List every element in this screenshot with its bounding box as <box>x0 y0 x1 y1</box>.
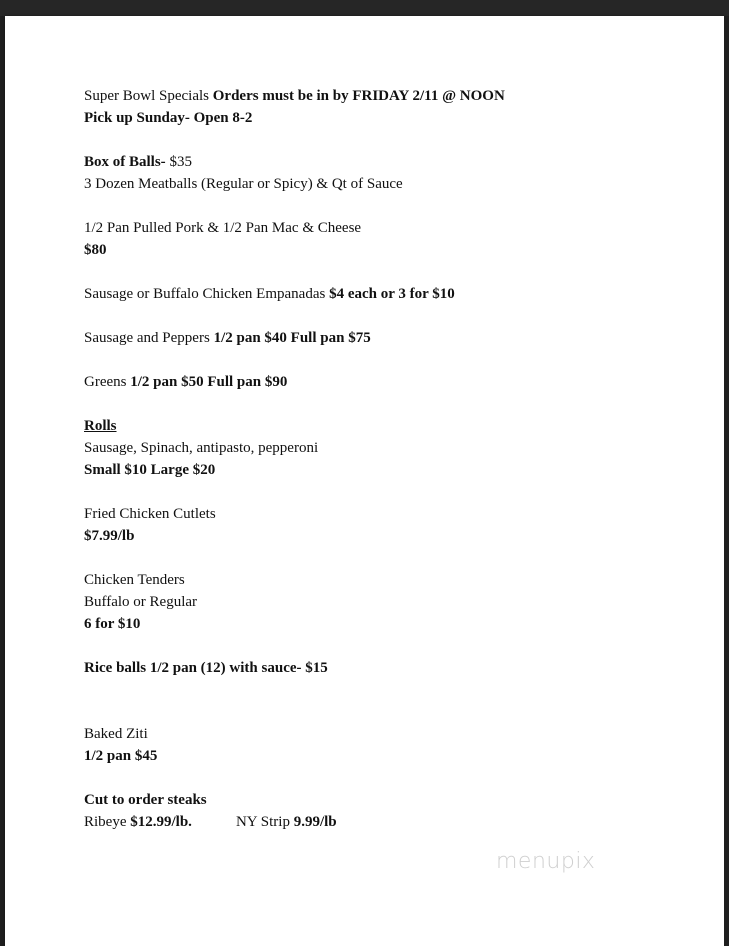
empanadas-line <box>84 283 684 305</box>
pickup-info: Pick up Sunday- Open 8-2 <box>84 110 253 126</box>
strip-name: NY Strip <box>235 814 294 830</box>
tenders-name: Chicken Tenders <box>84 572 185 588</box>
right-edge <box>724 16 729 946</box>
cutlets-price: $7.99/lb <box>84 528 135 544</box>
rolls-heading: Rolls <box>84 418 117 434</box>
header-line <box>84 85 684 107</box>
ribeye-price: $12.99/lb. <box>130 814 192 830</box>
strip-item <box>236 811 337 833</box>
baked-ziti-name: Baked Ziti <box>84 726 148 742</box>
sausage-peppers-price: 1/2 pan $40 Full pan $75 <box>213 330 371 346</box>
empanadas-price: $4 each or 3 for $10 <box>329 286 455 302</box>
rolls-varieties: Sausage, Spinach, antipasto, pepperoni <box>84 440 319 456</box>
box-of-balls-name: Box of Balls- <box>84 154 166 170</box>
greens-name: Greens <box>84 374 131 390</box>
box-of-balls-description: 3 Dozen Meatballs (Regular or Spicy) & Qt of Sauce <box>84 176 403 192</box>
baked-ziti-price: 1/2 pan $45 <box>84 748 158 764</box>
ribeye-item <box>84 811 192 833</box>
order-deadline: Orders must be in by FRIDAY 2/11 @ NOON <box>212 88 505 104</box>
pork-mac-name: 1/2 Pan Pulled Pork & 1/2 Pan Mac & Cheese <box>84 220 362 236</box>
cutlets-name: Fried Chicken Cutlets <box>84 506 216 522</box>
box-of-balls-line <box>84 151 684 173</box>
top-bar <box>0 0 729 16</box>
steaks-row <box>84 811 684 833</box>
tenders-options: Buffalo or Regular <box>84 594 198 610</box>
rolls-price: Small $10 Large $20 <box>84 462 216 478</box>
tenders-price: 6 for $10 <box>84 616 141 632</box>
box-of-balls-price: $35 <box>165 154 192 170</box>
empanadas-name: Sausage or Buffalo Chicken Empanadas <box>84 286 330 302</box>
greens-line <box>84 371 684 393</box>
steaks-heading: Cut to order steaks <box>84 792 207 808</box>
sausage-peppers-name: Sausage and Peppers <box>84 330 214 346</box>
menupix-watermark: menupix <box>496 849 596 874</box>
strip-price: 9.99/lb <box>293 814 337 830</box>
sausage-peppers-line <box>84 327 684 349</box>
ribeye-name: Ribeye <box>84 814 131 830</box>
greens-price: 1/2 pan $50 Full pan $90 <box>130 374 288 390</box>
pork-mac-price: $80 <box>84 242 107 258</box>
menu-content <box>84 85 684 833</box>
rice-balls-line: Rice balls 1/2 pan (12) with sauce- $15 <box>84 660 328 676</box>
title-prefix: Super Bowl Specials <box>84 88 209 104</box>
